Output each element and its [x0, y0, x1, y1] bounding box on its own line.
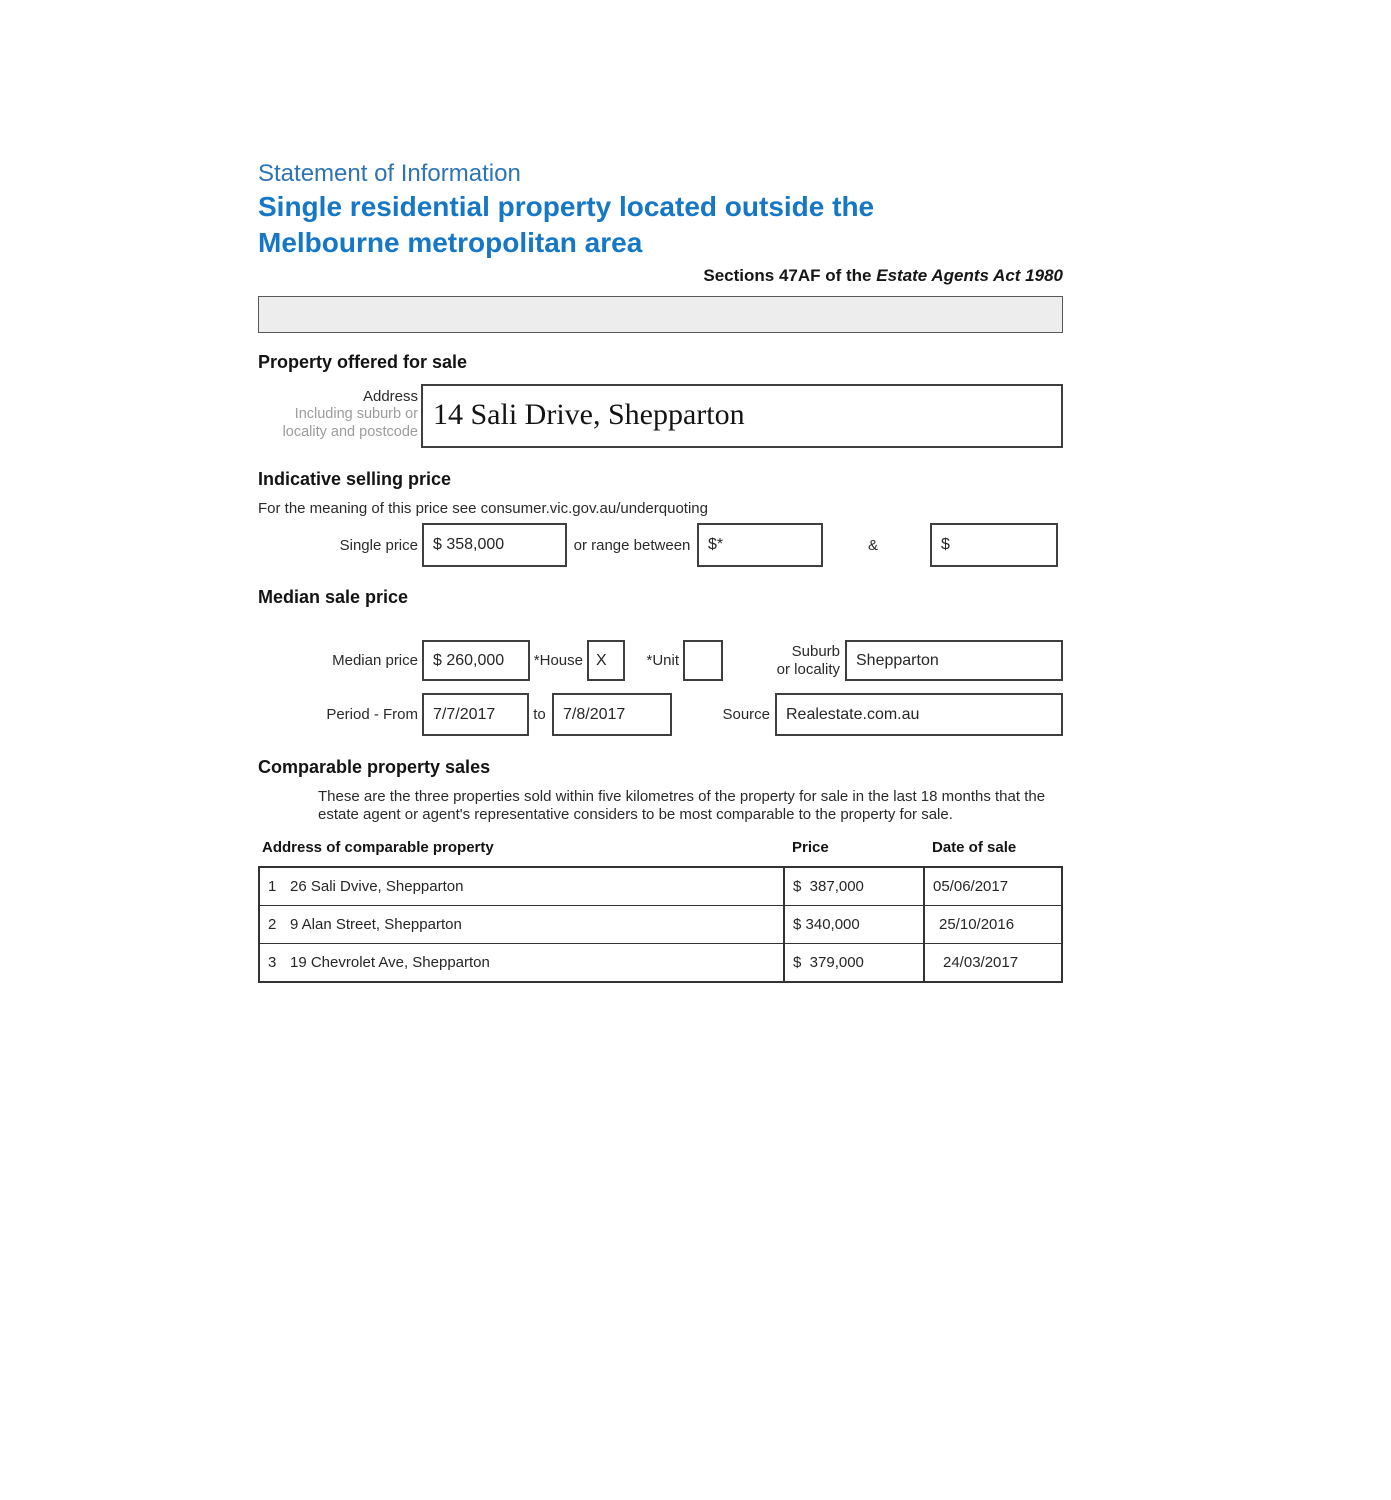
- single-price-value: $ 358,000: [433, 536, 505, 553]
- period-to-label: to: [533, 706, 546, 723]
- document-subtitle: Statement of Information: [258, 160, 521, 187]
- column-header-price: Price: [792, 839, 829, 856]
- table-row: [260, 868, 1061, 905]
- unit-label: *Unit: [646, 652, 679, 669]
- row-number: 2: [268, 916, 277, 933]
- cell-price: $ 379,000: [783, 944, 923, 981]
- source-field[interactable]: [775, 693, 1063, 736]
- median-price-label: Median price: [332, 652, 418, 669]
- single-price-field[interactable]: [422, 523, 567, 567]
- column-header-date-of-sale: Date of sale: [932, 839, 1017, 856]
- source-label: Source: [722, 706, 770, 723]
- address-text: 19 Chevrolet Ave, Shepparton: [290, 954, 490, 971]
- median-price-value: $ 260,000: [433, 651, 505, 669]
- document-content: [258, 0, 1063, 1500]
- act-reference-act-name: Estate Agents Act 1980: [876, 266, 1063, 285]
- section-heading-median-price: Median sale price: [258, 587, 409, 607]
- period-to-value: 7/8/2017: [563, 705, 626, 723]
- range-from-value: $*: [708, 536, 724, 553]
- unit-checkbox[interactable]: [683, 640, 723, 681]
- cell-date: 24/03/2017: [923, 944, 1061, 981]
- address-text: 9 Alan Street, Shepparton: [290, 916, 462, 933]
- single-price-label: Single price: [339, 536, 418, 554]
- row-number: 1: [268, 878, 277, 895]
- section-heading-indicative-price: Indicative selling price: [258, 469, 452, 489]
- range-between-label: or range between: [573, 536, 691, 554]
- source-value: Realestate.com.au: [786, 705, 920, 723]
- cell-address: [260, 868, 783, 905]
- range-from-field[interactable]: [697, 523, 823, 567]
- cell-date: 05/06/2017: [923, 868, 1061, 905]
- median-price-field[interactable]: [422, 640, 530, 681]
- column-header-address: Address of comparable property: [262, 839, 494, 856]
- range-to-value: $: [941, 536, 950, 553]
- cell-address: [260, 944, 783, 981]
- house-checkbox-value: X: [596, 651, 607, 669]
- act-reference-prefix: Sections 47AF of the: [703, 266, 877, 285]
- underquoting-note: For the meaning of this price see consumer.vic.gov.au/underquoting: [258, 500, 708, 517]
- range-to-field[interactable]: [930, 523, 1058, 567]
- address-value: 14 Sali Drive, Shepparton: [433, 397, 745, 431]
- ampersand-label: &: [867, 536, 878, 554]
- period-from-field[interactable]: [422, 693, 529, 736]
- agent-details-field[interactable]: [258, 296, 1063, 333]
- suburb-label-line1: Suburb: [791, 642, 840, 660]
- house-label: *House: [533, 652, 583, 669]
- row-number: 3: [268, 954, 277, 971]
- section-heading-property: Property offered for sale: [258, 352, 468, 372]
- cell-price: $ 340,000: [783, 906, 923, 943]
- document-title: Single residential property located outside the Melbourne metropolitan area: [258, 191, 875, 258]
- period-to-field[interactable]: [552, 693, 672, 736]
- cell-price: $ 387,000: [783, 868, 923, 905]
- period-from-value: 7/7/2017: [433, 705, 496, 723]
- section-heading-comparable-sales: Comparable property sales: [258, 757, 491, 777]
- suburb-label-line2: or locality: [776, 660, 840, 678]
- comparable-sales-table: [258, 866, 1063, 983]
- address-note-line1: Including suburb or: [294, 406, 418, 422]
- table-row: [260, 943, 1061, 981]
- cell-address: [260, 906, 783, 943]
- address-field[interactable]: [421, 384, 1063, 448]
- house-checkbox[interactable]: [587, 640, 625, 681]
- address-label-block: [258, 388, 418, 441]
- suburb-label-block: [736, 640, 840, 681]
- period-from-label: Period - From: [326, 706, 418, 723]
- comparable-sales-description: These are the three properties sold within five kilometres of the property for sale in the last 18 months that the estate agent or agent's representative considers to be most comparable to the property for sale.: [318, 788, 1046, 823]
- address-label: Address: [362, 388, 418, 405]
- address-note-line2: locality and postcode: [282, 423, 418, 440]
- act-reference: [258, 266, 1063, 286]
- suburb-field[interactable]: [845, 640, 1063, 681]
- suburb-value: Shepparton: [856, 651, 939, 669]
- table-row: [260, 905, 1061, 943]
- cell-date: 25/10/2016: [923, 906, 1061, 943]
- address-text: 26 Sali Dvive, Shepparton: [290, 878, 464, 895]
